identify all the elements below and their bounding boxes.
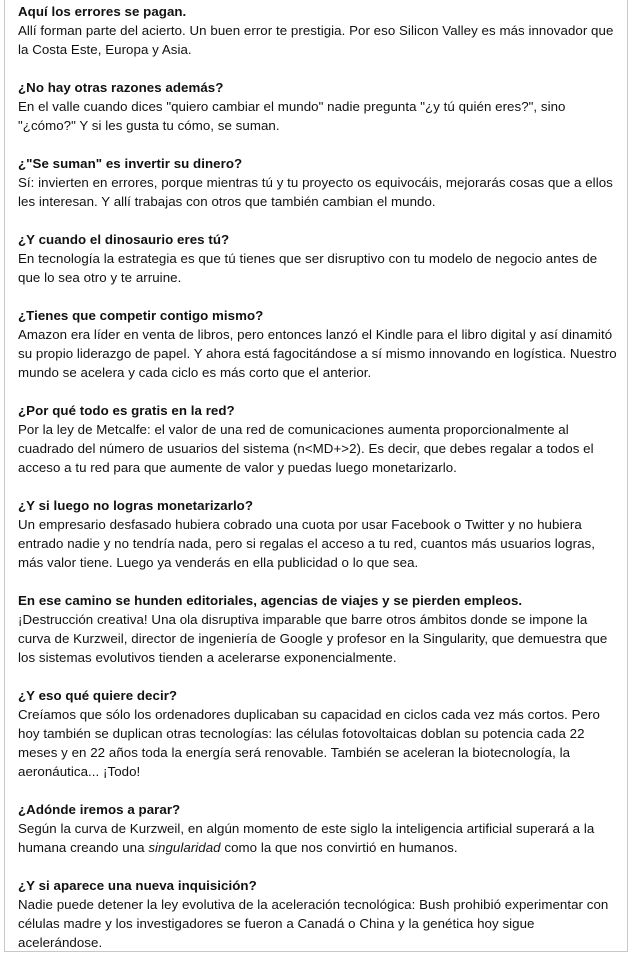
answer: Allí forman parte del acierto. Un buen error te prestigia. Por eso Silicon Valley es más innovador que la Costa Este, Europa y Asia. (18, 23, 614, 57)
question: ¿Y cuando el dinosaurio eres tú? (18, 232, 230, 247)
answer-text: Según la curva de Kurzweil, en algún momento de este siglo la inteligencia artificial superará a la humana creando una (18, 821, 595, 855)
interview-article (18, 2, 618, 971)
answer (18, 819, 618, 857)
qa-block (18, 591, 618, 667)
answer: Un empresario desfasado hubiera cobrado una cuota por usar Facebook o Twitter y no hubiera entrado nadie y no tendría nada, pero si regalas el acceso a tu red, cuantos más usuarios logras, más valor tiene. Luego ya venderás en ella publicidad o lo que sea. (18, 517, 595, 570)
answer: En tecnología la estrategia es que tú tienes que ser disruptivo con tu modelo de negocio antes de que lo sea otro y te arruine. (18, 251, 598, 285)
qa-block (18, 686, 618, 781)
qa-block (18, 2, 618, 59)
answer: Amazon era líder en venta de libros, pero entonces lanzó el Kindle para el libro digital y así dinamitó su propio liderazgo de papel. Y ahora está fagocitándose a sí mismo innovando en logística. Nuestro mundo se acelera y cada ciclo es más corto que el anterior. (18, 327, 617, 380)
qa-block (18, 401, 618, 477)
question: Aquí los errores se pagan. (18, 4, 187, 19)
qa-block (18, 230, 618, 287)
question: ¿Y si aparece una nueva inquisición? (18, 878, 257, 893)
question: ¿Y eso qué quiere decir? (18, 688, 178, 703)
question: ¿Por qué todo es gratis en la red? (18, 403, 235, 418)
qa-block (18, 306, 618, 382)
answer: Creíamos que sólo los ordenadores duplicaban su capacidad en ciclos cada vez más cortos. Pero hoy también se duplican otras tecnologías: las células fotovoltaicas doblan su potencia cada 22 meses y en 22 años toda la energía será renovable. También se aceleran la biotecnología, la aeronáutica... ¡Todo! (18, 707, 600, 779)
question: En ese camino se hunden editoriales, agencias de viajes y se pierden empleos. (18, 593, 523, 608)
question: ¿Tienes que competir contigo mismo? (18, 308, 264, 323)
answer-text: como la que nos convirtió en humanos. (220, 840, 458, 855)
qa-block (18, 78, 618, 135)
question: ¿Adónde iremos a parar? (18, 802, 181, 817)
qa-block (18, 876, 618, 952)
qa-block (18, 496, 618, 572)
answer: Por la ley de Metcalfe: el valor de una red de comunicaciones aumenta proporcionalmente al cuadrado del número de usuarios del sistema (n<MD+>2). Es decir, que debes regalar a todos el acceso a tu red para que aumente de valor y puedas luego monetarizarlo. (18, 422, 594, 475)
qa-block (18, 800, 618, 857)
answer: En el valle cuando dices "quiero cambiar el mundo" nadie pregunta "¿y tú quién eres?", sino "¿cómo?" Y si les gusta tu cómo, se suman. (18, 99, 566, 133)
answer-emphasis: singularidad (148, 840, 221, 855)
answer: Nadie puede detener la ley evolutiva de la aceleración tecnológica: Bush prohibió experimentar con células madre y los investigadores se fueron a Canadá o China y la genética hoy sigue acelerándose. (18, 897, 609, 950)
qa-block (18, 154, 618, 211)
question: ¿No hay otras razones además? (18, 80, 224, 95)
answer: ¡Destrucción creativa! Una ola disruptiva imparable que barre otros ámbitos donde se impone la curva de Kurzweil, director de ingeniería de Google y profesor en la Singularity, que demuestra que los sistemas evolutivos tienden a acelerarse exponencialmente. (18, 612, 608, 665)
question: ¿"Se suman" es invertir su dinero? (18, 156, 243, 171)
question: ¿Y si luego no logras monetarizarlo? (18, 498, 254, 513)
answer: Sí: invierten en errores, porque mientras tú y tu proyecto os equivocáis, mejorarás cosas que a ellos les interesan. Y allí trabajas con otros que también cambian el mundo. (18, 175, 613, 209)
